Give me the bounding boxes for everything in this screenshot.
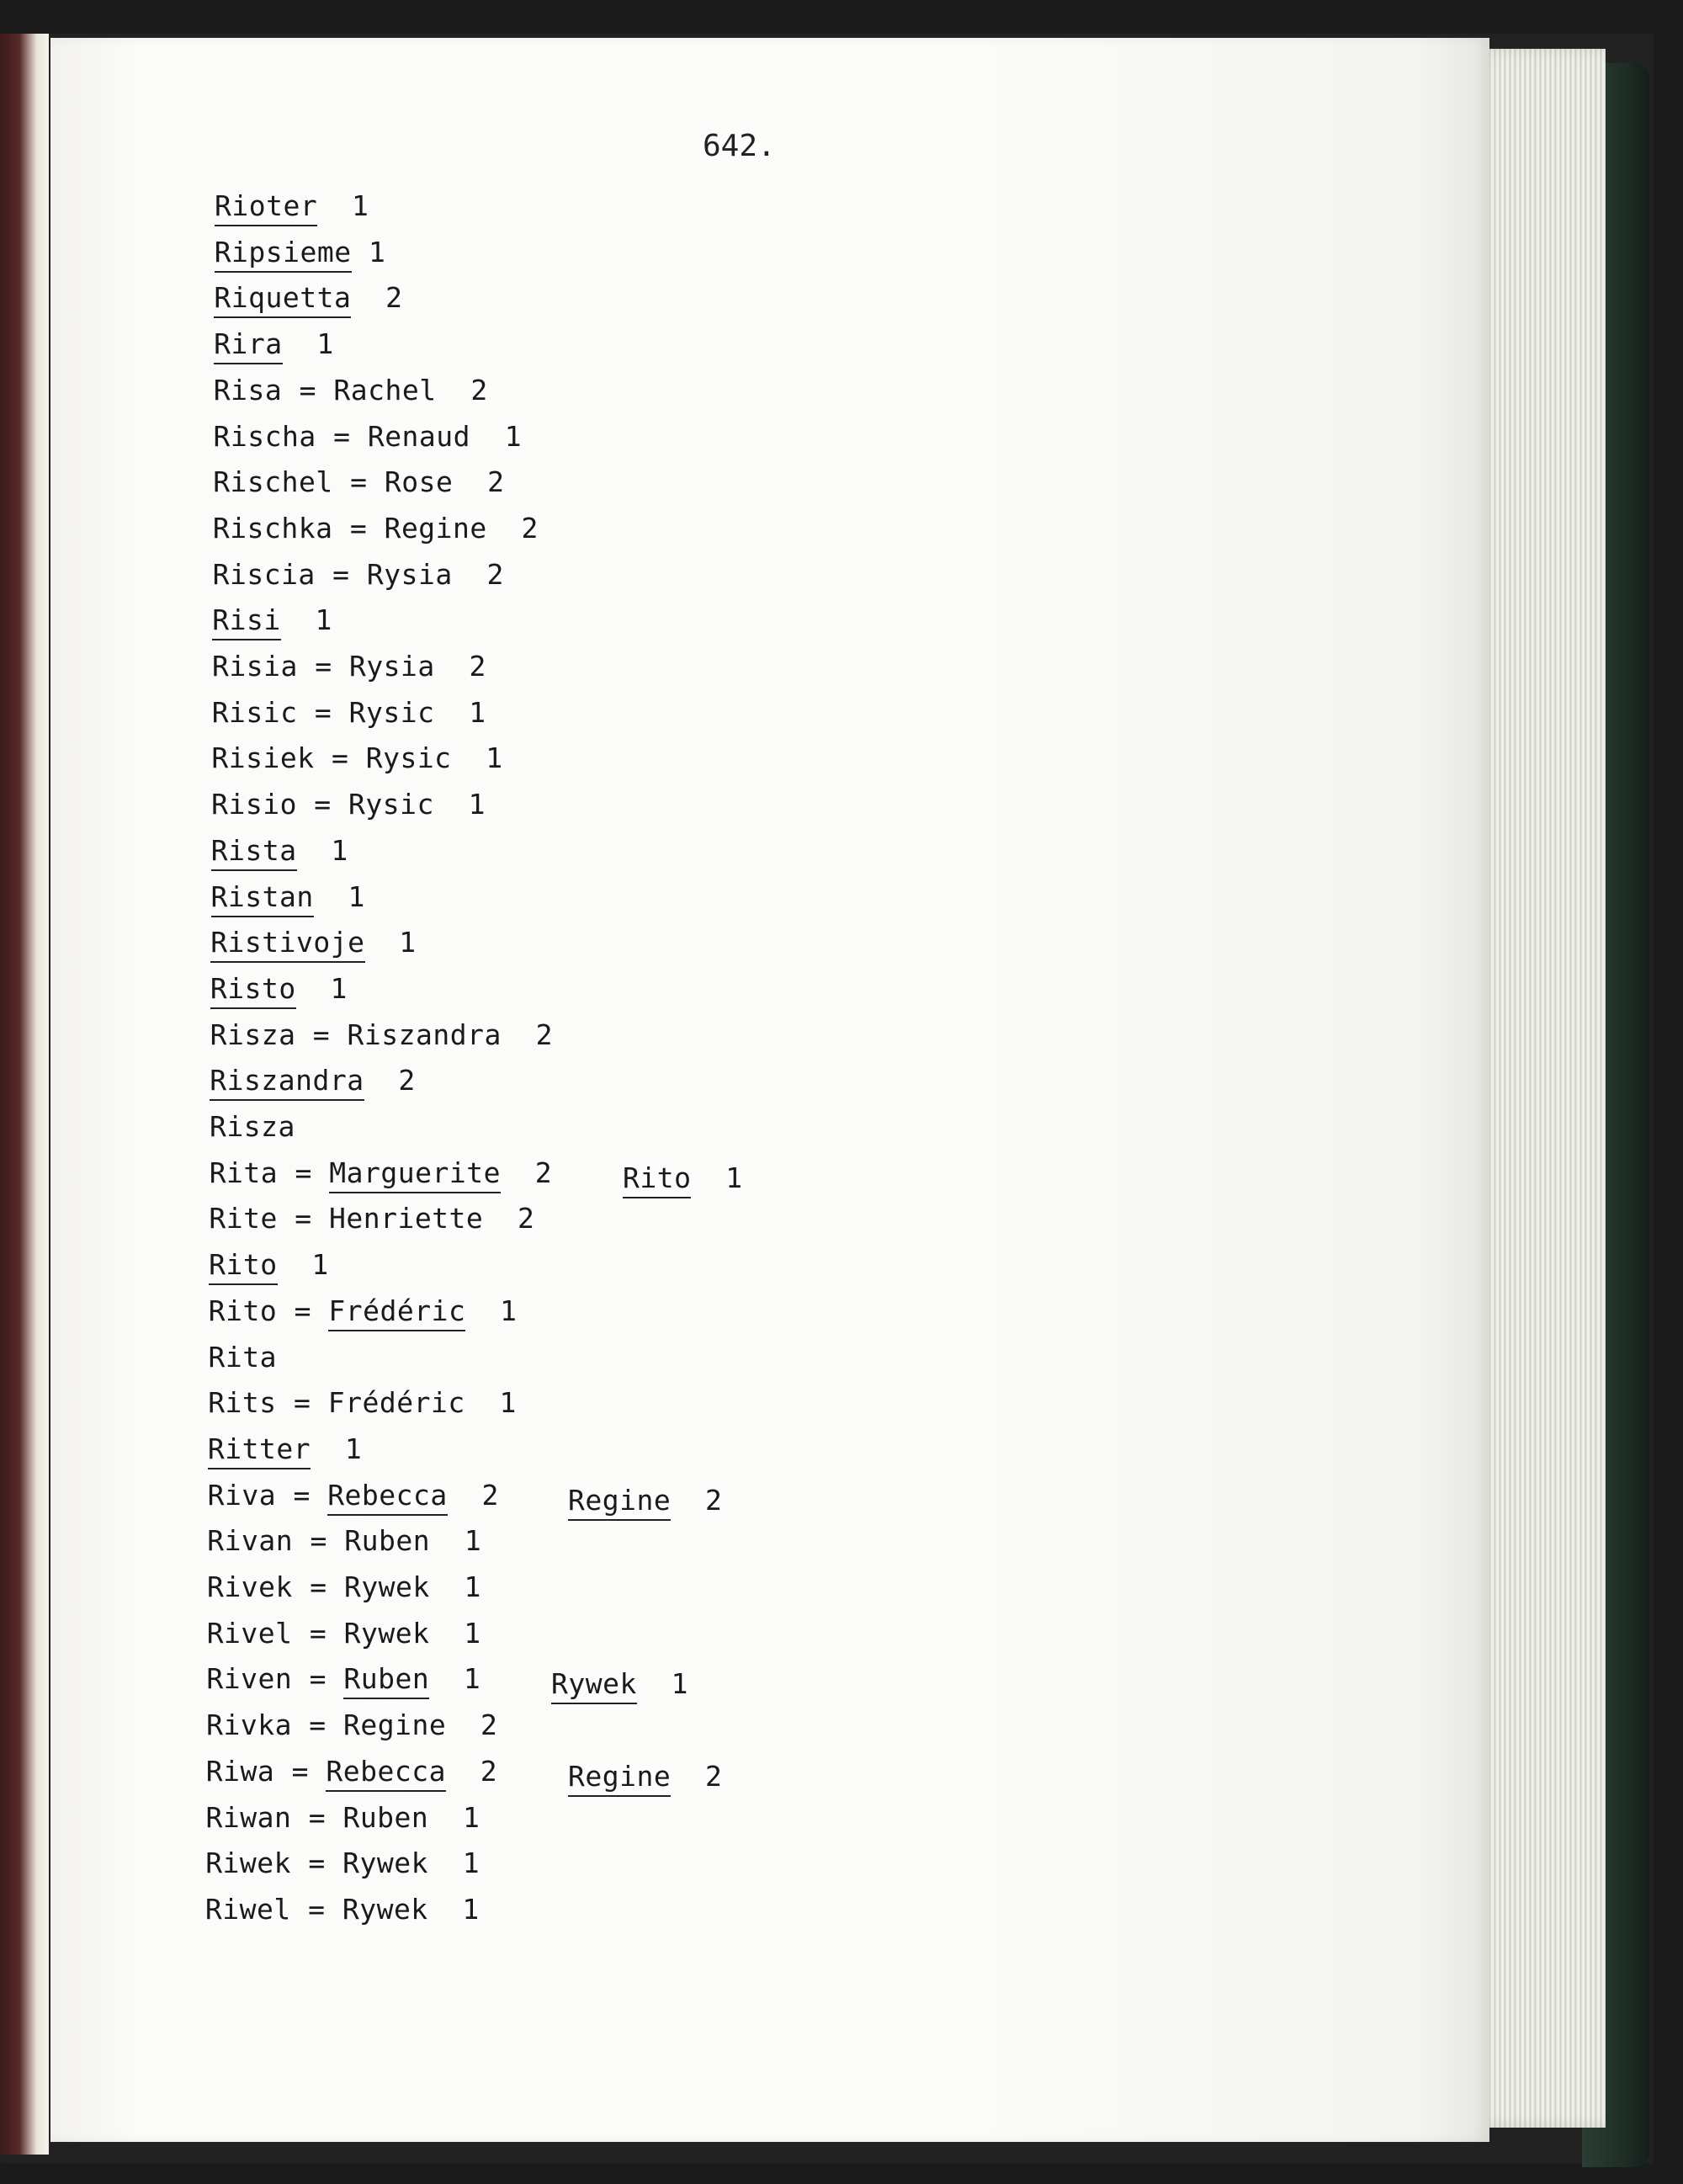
- entry-count: 1: [636, 1667, 688, 1701]
- entry-name: Rischka: [212, 511, 333, 545]
- index-entry: [205, 1847, 480, 1879]
- index-entry: [208, 1479, 499, 1512]
- page-edges: [1471, 49, 1606, 2128]
- index-entry: [212, 650, 486, 683]
- entry-name: Rira: [214, 327, 282, 364]
- entry-count: 2: [671, 1759, 723, 1793]
- entry-reference: Marguerite: [329, 1156, 501, 1193]
- entry-name: Rivek: [207, 1570, 293, 1603]
- entry-name: Riquetta: [214, 281, 351, 318]
- entry-reference: Rywek: [551, 1667, 637, 1704]
- entry-reference: Rebecca: [326, 1755, 446, 1792]
- index-entry: [211, 741, 502, 774]
- index-entry: [206, 1755, 497, 1788]
- entry-detail: =: [292, 1662, 344, 1696]
- index-entry: [209, 1202, 534, 1235]
- entry-detail: = Rachel 2: [282, 373, 488, 407]
- index-entry: [212, 603, 332, 636]
- entry-name: Rivan: [207, 1524, 294, 1558]
- entry-detail: = Rysia 2: [315, 557, 504, 591]
- entry-count: 1: [691, 1161, 743, 1194]
- index-entry: [205, 1893, 480, 1926]
- index-entry: [212, 696, 486, 729]
- index-entry: [211, 880, 365, 913]
- entry-name: Riszandra: [210, 1064, 364, 1101]
- entry-name: Rito: [208, 1294, 278, 1327]
- index-entry: [209, 1248, 329, 1281]
- entry-name: Risza: [210, 1018, 296, 1051]
- entry-count: 2: [671, 1483, 723, 1517]
- entry-name: Rits: [208, 1386, 277, 1420]
- index-entry-second-column: [551, 1667, 688, 1700]
- entry-detail: 1: [280, 603, 332, 637]
- index-entry: [208, 1432, 362, 1465]
- index-entry: [210, 1110, 295, 1143]
- entry-name: Rito: [209, 1248, 277, 1285]
- entry-name: Rita: [208, 1340, 277, 1374]
- index-entry: [215, 189, 369, 222]
- entry-detail: 2: [351, 281, 403, 315]
- index-entry: [210, 1064, 415, 1097]
- entry-detail: = Ruben 1: [291, 1800, 480, 1834]
- entry-detail: =: [278, 1156, 330, 1189]
- entry-name: Risia: [212, 650, 298, 683]
- index-entry: [210, 1018, 553, 1051]
- entry-detail: 1: [351, 235, 386, 268]
- entry-detail: = Henriette 2: [277, 1202, 535, 1235]
- entry-reference: Frédéric: [328, 1294, 465, 1331]
- entry-detail: 1: [364, 926, 417, 959]
- index-entry: [214, 374, 488, 407]
- index-entry: [211, 788, 486, 821]
- entry-detail: = Frédéric 1: [276, 1386, 517, 1420]
- entry-name: Risio: [211, 788, 297, 821]
- entry-name: Riwan: [205, 1800, 292, 1834]
- entry-detail: = Rywek 1: [292, 1616, 481, 1650]
- entry-detail: 1: [296, 833, 348, 867]
- entry-detail: 1: [311, 1432, 363, 1465]
- index-entry: [211, 834, 348, 867]
- entry-detail: = Riszandra 2: [295, 1018, 553, 1051]
- entry-name: Risiek: [211, 741, 315, 775]
- index-entry: [213, 512, 539, 545]
- book-spine-left: [0, 34, 49, 2155]
- entry-detail: = Rywek 1: [290, 1892, 480, 1926]
- entry-name: Ritter: [208, 1432, 311, 1469]
- index-entry: [206, 1662, 480, 1695]
- entry-detail: 1: [295, 971, 348, 1005]
- entry-detail: 1: [317, 189, 369, 222]
- entry-count: 2: [445, 1754, 498, 1788]
- entry-name: Risic: [211, 695, 298, 729]
- entry-name: Rita: [209, 1156, 279, 1189]
- index-entry: [210, 972, 348, 1005]
- entry-name: Riwek: [205, 1847, 292, 1880]
- entry-name: Riwel: [204, 1892, 291, 1926]
- entry-reference: Rebecca: [327, 1479, 448, 1516]
- index-entry: [215, 236, 386, 268]
- book-page: [50, 38, 1489, 2142]
- entry-name: Rite: [209, 1202, 278, 1235]
- entry-detail: =: [274, 1754, 327, 1788]
- index-entry: [210, 1156, 552, 1189]
- entry-reference: Rito: [623, 1161, 691, 1198]
- entry-detail: = Rywek 1: [291, 1847, 480, 1880]
- entry-name: Ripsieme: [215, 236, 352, 273]
- entry-name: Risza: [210, 1110, 295, 1143]
- entry-count: 1: [429, 1662, 481, 1696]
- entry-detail: 1: [313, 879, 365, 913]
- entry-detail: = Regine 2: [332, 511, 539, 545]
- entry-detail: 1: [282, 327, 334, 361]
- index-entry: [213, 558, 504, 591]
- entry-name: Rivel: [206, 1616, 293, 1650]
- index-entry: [213, 465, 504, 498]
- index-entry: [214, 281, 402, 314]
- entry-name: Riscia: [212, 557, 316, 591]
- index-entry: [207, 1617, 481, 1650]
- entry-name: Riva: [207, 1478, 277, 1512]
- entry-reference: Regine: [568, 1760, 671, 1797]
- entry-reference: Ruben: [343, 1662, 429, 1699]
- entry-count: 2: [500, 1156, 553, 1189]
- entry-name: Risto: [210, 972, 296, 1009]
- entry-name: Rischa: [213, 419, 316, 453]
- index-entry: [208, 1386, 517, 1419]
- page-number: 642.: [703, 129, 776, 163]
- entry-detail: = Rywek 1: [292, 1570, 481, 1603]
- entry-detail: = Rysic 1: [296, 788, 486, 821]
- index-entry-second-column: [568, 1484, 722, 1517]
- entry-detail: = Rose 2: [332, 465, 505, 499]
- entry-name: Risi: [212, 603, 280, 640]
- entry-name: Rischel: [213, 465, 333, 499]
- index-entry: [214, 420, 523, 453]
- entry-name: Rivka: [206, 1708, 292, 1742]
- entry-detail: = Rysic 1: [297, 695, 486, 729]
- index-entry: [209, 1341, 277, 1374]
- entry-name: Ristan: [211, 880, 314, 917]
- entry-detail: = Rysia 2: [297, 650, 486, 683]
- index-entry: [206, 1708, 497, 1741]
- entry-name: Rista: [211, 834, 297, 871]
- entry-detail: =: [277, 1294, 329, 1327]
- index-entry-second-column: [568, 1760, 722, 1793]
- index-entry: [214, 327, 334, 360]
- index-entry: [206, 1801, 480, 1834]
- entry-detail: = Regine 2: [291, 1708, 498, 1742]
- entry-detail: = Renaud 1: [316, 419, 523, 453]
- index-entry: [209, 1294, 518, 1327]
- entry-detail: = Rysic 1: [314, 741, 503, 775]
- entry-count: 1: [465, 1294, 518, 1327]
- index-entry: [207, 1570, 481, 1603]
- index-entry-second-column: [623, 1161, 743, 1194]
- entry-detail: = Ruben 1: [293, 1524, 482, 1558]
- entry-name: Riven: [206, 1662, 293, 1696]
- entry-reference: Regine: [568, 1484, 671, 1521]
- entry-name: Riwa: [205, 1754, 275, 1788]
- entry-count: 2: [447, 1478, 499, 1512]
- entry-name: Ristivoje: [210, 926, 364, 963]
- entry-detail: 2: [364, 1064, 416, 1097]
- entry-name: Risa: [213, 373, 283, 407]
- entry-detail: =: [276, 1478, 328, 1512]
- entry-detail: 1: [277, 1248, 329, 1282]
- entry-name: Rioter: [215, 189, 317, 226]
- index-entry: [210, 926, 416, 959]
- index-entry: [207, 1524, 481, 1557]
